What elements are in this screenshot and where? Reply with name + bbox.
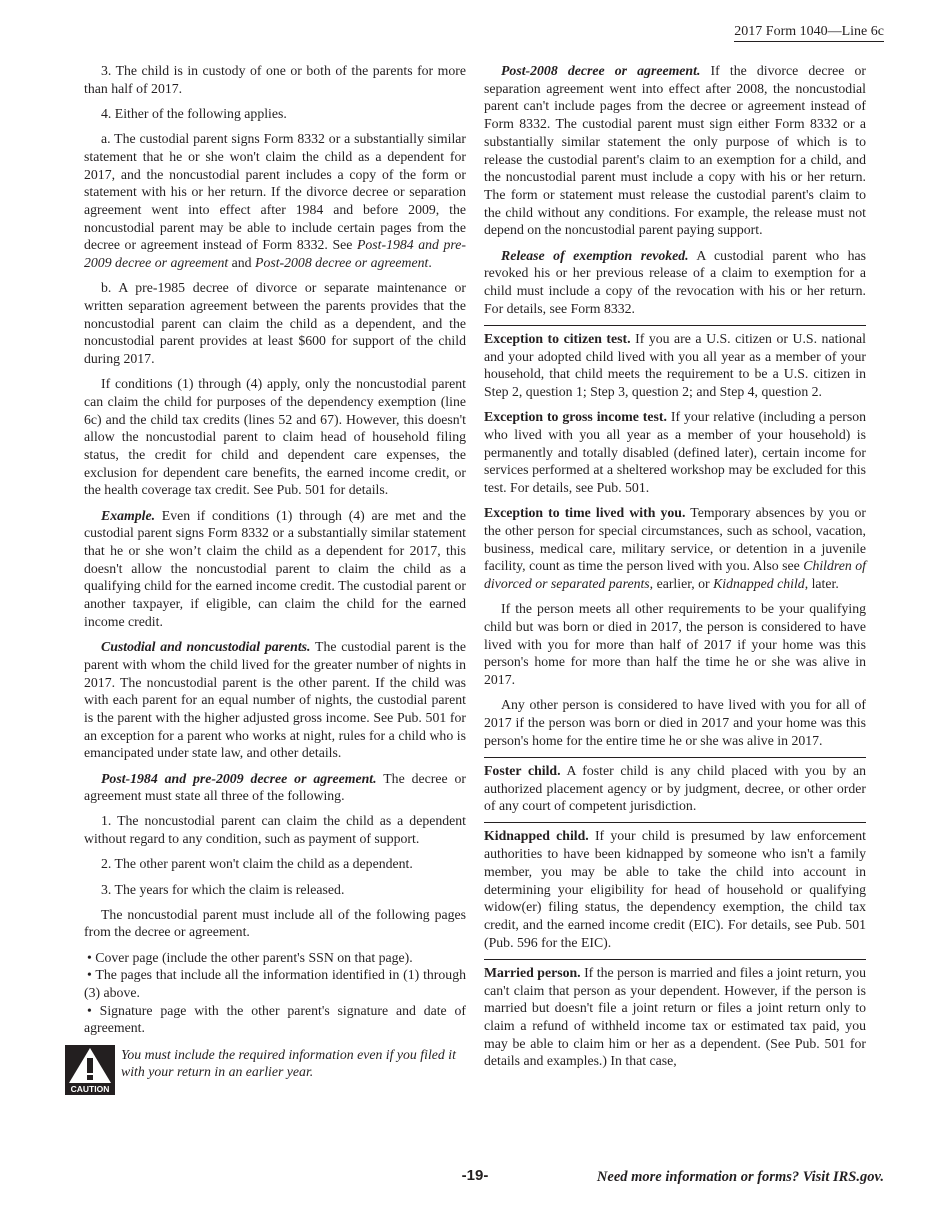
must-include-paragraph: The noncustodial parent must include all of the following pages from the decree or agreement.: [84, 906, 466, 940]
statement-3: 3. The years for which the claim is released.: [101, 881, 345, 897]
post1984-heading: Post-1984 and pre-2009 decree or agreement.: [101, 770, 377, 786]
release-heading: Release of exemption revoked.: [501, 247, 689, 263]
post1984-paragraph: Post-1984 and pre-2009 decree or agreement. The decree or agreement must state all three of the following.: [84, 770, 466, 804]
page-number: -19-: [461, 1167, 489, 1184]
left-column: [70, 62, 466, 1095]
citizen-heading: Exception to citizen test.: [484, 330, 631, 346]
foster-section: Foster child. A foster child is any child placed with you by an authorized placement agency or by judgment, decree, or other order of any court of competent jurisdiction.: [484, 757, 866, 815]
married-heading: Married person.: [484, 964, 581, 980]
example-heading: Example.: [101, 507, 156, 523]
custodial-heading: Custodial and noncustodial parents.: [101, 639, 311, 655]
list-item: • Cover page (include the other parent's SSN on that page).: [87, 949, 413, 965]
post2008-paragraph: Post-2008 decree or agreement. If the divorce decree or separation agreement went into effect after 2008, the noncustodial parent can't include pages from the decree or agreement instead of Form 8332. The custodial parent must sign either Form 8332 or a substantially similar statement the only purpose of which is to release the custodial parent's claim to an exemption for a child, and the noncustodial parent must include a copy with his or her return. The form or statement must release the custodial parent's claim to the child without any conditions. For example, the release must not depend on the noncustodial parent paying support.: [484, 63, 866, 238]
footer-note: Need more information or forms? Visit IRS.gov.: [596, 1169, 884, 1185]
citizen-section: Exception to citizen test. If you are a U.S. citizen or U.S. national and your adopted child lived with you all year as a member of your household, that child meets the requirement to be a U.S. citizen in Step 2, question 1; Step 3, question 2; and Step 4, question 2.: [484, 325, 866, 401]
time-lived-heading: Exception to time lived with you.: [484, 505, 686, 521]
cross-reference: Kidnapped child: [713, 575, 805, 591]
married-section: Married person. If the person is married and files a joint return, you can't claim that person as your dependent. However, if the person is married but doesn't file a joint return or files a joint return only to claim a refund of withheld income tax or estimated tax paid, you may be able to claim him or her as a dependent. (See Pub. 501 for details and examples.) In that case,: [484, 959, 866, 1070]
foster-heading: Foster child.: [484, 762, 561, 778]
list-item: • Signature page with the other parent's signature and date of agreement.: [84, 1002, 466, 1036]
gross-income-section: Exception to gross income test. If your relative (including a person who lived with you all year as a member of your household) is permanently and totally disabled (defined later), certain income for services performed at a sheltered workshop may be excluded for this test. For details, see Pub. 501.: [484, 409, 866, 495]
release-paragraph: Release of exemption revoked. A custodial parent who has revoked his or her previous release of a claim to exemption for a child must include a copy of the revocation with his or her return. For details, see Form 8332.: [484, 247, 866, 316]
post2008-heading: Post-2008 decree or agreement.: [501, 63, 701, 78]
any-other-paragraph: Any other person is considered to have lived with you for all of 2017 if the person was born or died in 2017 and your home was this person's home for the entire time he or she was alive in 2017.: [484, 697, 866, 748]
condition-4b: b. A pre-1985 decree of divorce or separate maintenance or written separation agreement between the parents provides that the noncustodial parent can claim the child as a dependent, and the noncustodial parent provides at least $600 for support of the child during 2017.: [84, 280, 466, 367]
cross-reference: Children of divorced or separated parents: [484, 558, 866, 591]
born-died-paragraph: If the person meets all other requirements to be your qualifying child but was born or died in 2017, the person is considered to have lived with you for more than half of 2017 if your home was this person's home for more than half the time he or she was alive in 2017.: [484, 601, 866, 687]
caution-note: [70, 1045, 466, 1095]
kidnapped-section: Kidnapped child. If your child is presumed by law enforcement authorities to have been kidnapped by someone who isn't a family member, you may be able to take the child into account in determining your eligibility for head of household or qualifying widow(er) filing status, the dependency exemption, the child tax credit, and the earned income credit (EIC). For details, see Pub. 501 (Pub. 596 for the EIC).: [484, 822, 866, 951]
caution-text: You must include the required information even if you filed it with your return in an earlier year.: [121, 1046, 456, 1080]
gross-income-heading: Exception to gross income test.: [484, 409, 667, 425]
right-column: [484, 62, 866, 1078]
condition-4a: a. The custodial parent signs Form 8332 or a substantially similar statement that he or she won't claim the child as a dependent for 2017, and the noncustodial parent includes a copy of the form or statement with his or her return. If the divorce decree or separation agreement went into effect after 1984 and before 2009, the noncustodial parent may be able to include certain pages from the decree or agreement instead of Form 8332. See Post-1984 and pre-2009 decree or agreement and Post-2008 decree or agreement.: [84, 131, 466, 271]
custodial-paragraph: Custodial and noncustodial parents. The custodial parent is the parent with whom the child lived for the greater number of nights in 2017. The noncustodial parent is the other parent. If the child was with each parent for an equal number of nights, the custodial parent is the parent with the higher adjusted gross income. See Pub. 501 for an exception for a parent who works at night, rules for a child who is emancipated under state law, and other details.: [84, 639, 466, 761]
conditions-paragraph: If conditions (1) through (4) apply, only the noncustodial parent can claim the child for purposes of the dependency exemption (line 6c) and the child tax credits (lines 52 and 67). However, this doesn't allow the noncustodial parent to claim head of household filing status, the credit for child and dependent care expenses, the exclusion for dependent care benefits, the earned income credit, or the health coverage tax credit. See Pub. 501 for details.: [84, 376, 466, 498]
statement-1: 1. The noncustodial parent can claim the child as a dependent without regard to any condition, such as payment of support.: [84, 813, 466, 847]
caution-icon: [65, 1045, 115, 1095]
time-lived-section: Exception to time lived with you. Temporary absences by you or the other person for special circumstances, such as school, vacation, business, medical care, military service, or detention in a juvenile facility, count as time the person lived with you. Also see Children of divorced or separated parents, earlier, or Kidnapped child, later.: [484, 505, 866, 591]
cross-reference: Post-1984 and pre-2009 decree or agreement: [84, 237, 466, 271]
cross-reference: Post-2008 decree or agreement: [255, 255, 429, 271]
caution-label: CAUTION: [70, 1083, 110, 1094]
kidnapped-heading: Kidnapped child.: [484, 828, 589, 844]
list-item: • The pages that include all the information identified in (1) through (3) above.: [84, 967, 466, 1001]
condition-4: 4. Either of the following applies.: [101, 105, 287, 121]
statement-2: 2. The other parent won't claim the child as a dependent.: [101, 856, 413, 872]
condition-3: 3. The child is in custody of one or both of the parents for more than half of 2017.: [84, 63, 466, 96]
running-header: 2017 Form 1040—Line 6c: [734, 24, 884, 42]
example-paragraph: Example. Even if conditions (1) through (4) are met and the custodial parent signs Form 8332 or a substantially similar statement that he or she won’t claim the child as a dependent for 2017, this doesn't allow the noncustodial parent to claim the child as a qualifying child for the earned income credit. The custodial parent or another taxpayer, if eligible, can claim the child for the earned income credit.: [84, 507, 466, 629]
